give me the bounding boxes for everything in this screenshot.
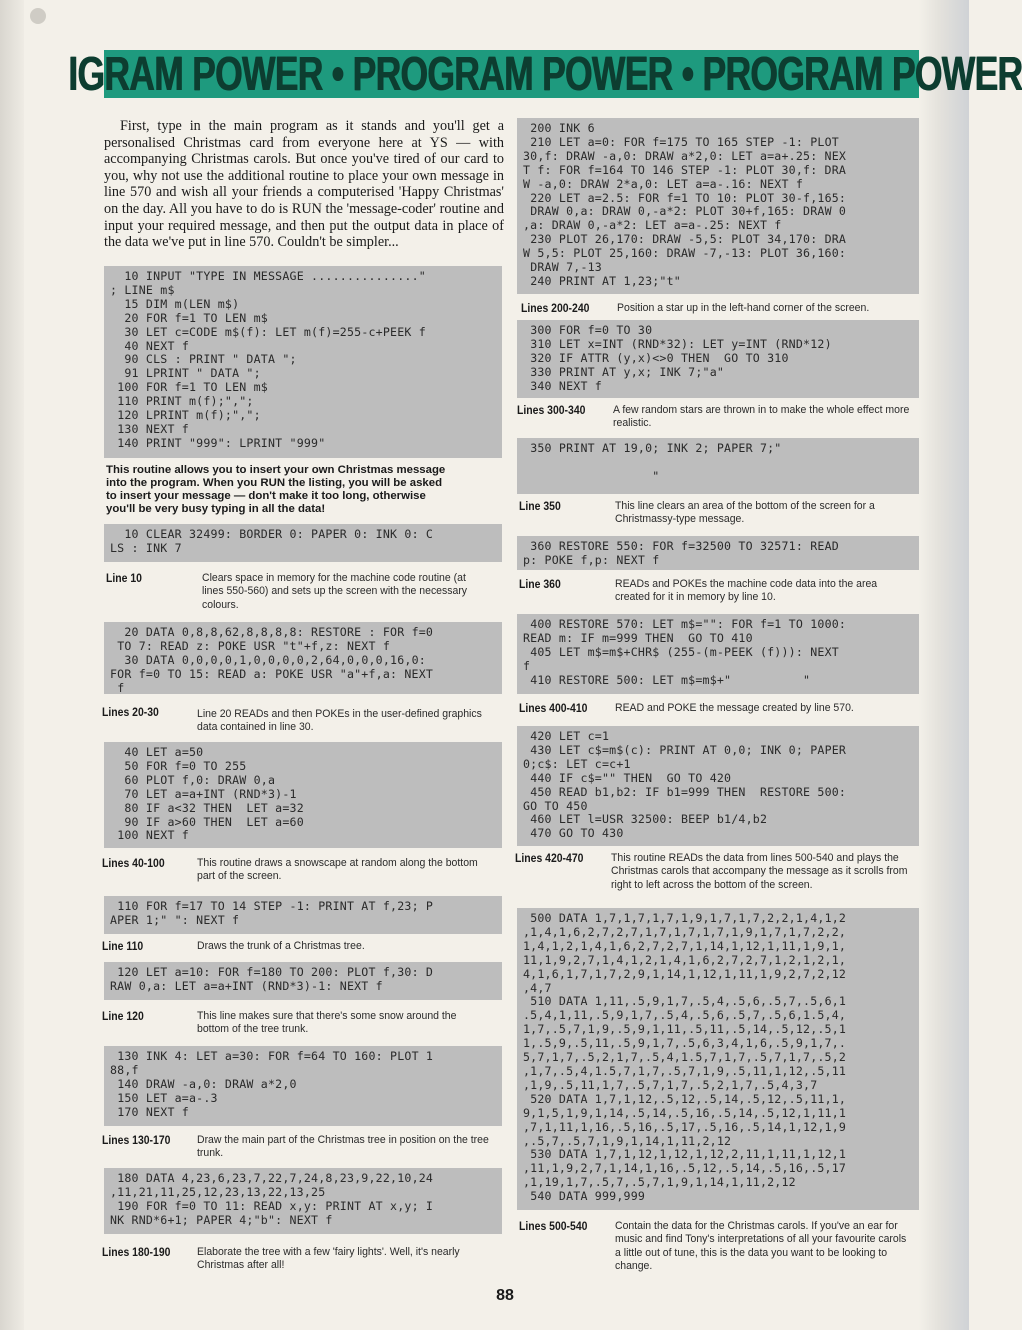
desc-line-10: Clears space in memory for the machine code routine (at lines 550-560) and sets up the screen with the necessary colours. bbox=[202, 572, 468, 611]
code-lines-500-540: 500 DATA 1,7,1,7,1,7,1,9,1,7,1,7,2,2,1,4,1,2 ,1,4,1,6,2,7,2,7,1,7,1,7,1,7,1,9,1,7,1,7,2,2, 1,4,1,2,1,4,1,6,2,7,2,7,1,14,1,12,1,11,1,9,1, 11,1,9,2,7,1,4,1,2,1,4,1,6,2,7,2,7,1,2,1,2,1, 4,1,6,1,7,1,7,2,9,1,14,1,12,1,11,1,9,2,7,2,12 ,4,7 510 DATA 1,11,.5,9,1,7,.5,4,.5,6,.5,7,.5,6,1 .5,4,1,11,.5,9,1,7,.5,4,.5,6,.5,7,.5,6,1.5,4, 1,7,.5,7,1,9,.5,9,1,11,.5,11,.5,14,.5,12,.5,1 1,.5,9,.5,11,.5,9,1,7,.5,6,3,4,1,6,.5,9,1,7,. 5,7,1,7,.5,2,1,7,.5,4,1.5,7,1,7,.5,7,1,7,.5,2 ,1,7,.5,4,1.5,7,1,7,.5,7,1,9,.5,11,1,12,.5,11 ,1,9,.5,11,1,7,.5,7,1,7,.5,2,1,7,.5,4,3,7 520 DATA 1,7,1,12,.5,12,.5,14,.5,12,.5,11,1, 9,1,5,1,9,1,14,.5,14,.5,16,.5,14,.5,12,1,11,1 ,7,1,11,1,16,.5,16,.5,17,.5,16,.5,14,1,12,1,9 ,.5,7,.5,7,1,9,1,14,1,11,2,12 530 DATA 1,7,1,12,1,12,1,12,2,11,1,11,1,12,1 ,11,1,9,2,7,1,14,1,16,.5,12,.5,14,.5,16,.5,17 ,1,19,1,7,.5,7,.5,7,1,9,1,14,1,11,2,12 540 DATA 999,999 bbox=[517, 908, 919, 1210]
label-lines-130-170: Lines 130-170 bbox=[102, 1134, 171, 1147]
intro-paragraph: First, type in the main program as it stands and you'll get a personalised Christmas card from everyone here at YS — with accompanying Christmas carols. But once you've tired of our card to you, why not use the additional routine to place your own message in line 570 and wish all your friends a computerised 'Happy Christmas' on the day. All you have to do is RUN the 'message-coder' routine and input your required message, and then put the output data in place of the data we've put in line 570. Couldn't be simpler... bbox=[104, 118, 504, 251]
code-lines-300-340: 300 FOR f=0 TO 30 310 LET x=INT (RND*32): LET y=INT (RND*12) 320 IF ATTR (y,x)<>0 THEN GO TO 310 330 PRINT AT y,x; INK 7;"a" 340 NEXT f bbox=[517, 320, 919, 398]
label-line-10: Line 10 bbox=[106, 572, 142, 585]
label-line-120: Line 120 bbox=[102, 1010, 144, 1023]
label-lines-400-410: Lines 400-410 bbox=[519, 702, 588, 715]
label-line-110: Line 110 bbox=[102, 940, 144, 953]
code-listing-coder: 10 INPUT "TYPE IN MESSAGE ..............." ; LINE m$ 15 DIM m(LEN m$) 20 FOR f=1 TO LEN m$ 30 LET c=CODE m$(f): LET m(f)=255-c+PEEK f 40 NEXT f 90 CLS : PRINT " DATA "; 91 LPRINT " DATA "; 100 FOR f=1 TO LEN m$ 110 PRINT m(f);","; 120 LPRINT m(f);","; 130 NEXT f 140 PRINT "999": LPRINT "999" bbox=[104, 266, 502, 458]
label-lines-20-30: Lines 20-30 bbox=[102, 706, 159, 719]
banner-text: IGRAM POWER • PROGRAM POWER • PROGRAM POWER bbox=[68, 48, 1022, 101]
desc-line-350: This line clears an area of the bottom of the screen for a Christmassy-type message. bbox=[615, 500, 875, 526]
desc-line-360: READs and POKEs the machine code data into the area created for it in memory by line 10. bbox=[615, 578, 878, 604]
code-lines-180-190: 180 DATA 4,23,6,23,7,22,7,24,8,23,9,22,10,24 ,11,21,11,25,12,23,13,22,13,25 190 FOR f=0 TO 11: READ x,y: PRINT AT x,y; I NK RND*6+1; PAPER 4;"b": NEXT f bbox=[104, 1168, 502, 1234]
desc-line-120: This line makes sure that there's some snow around the bottom of the tree trunk. bbox=[197, 1010, 457, 1036]
page-number: 88 bbox=[496, 1287, 514, 1304]
desc-lines-500-540: Contain the data for the Christmas carols. If you've an ear for music and find Tony's interpretations of all your favourite carols a little out of tune, this is the data you want to be looking to change. bbox=[615, 1220, 907, 1273]
code-line-360: 360 RESTORE 550: FOR f=32500 TO 32571: READ p: POKE f,p: NEXT f bbox=[517, 536, 919, 570]
desc-lines-20-30: Line 20 READs and then POKEs in the user-defined graphics data contained in line 30. bbox=[197, 708, 482, 734]
desc-lines-300-340: A few random stars are thrown in to make the whole effect more realistic. bbox=[613, 404, 910, 430]
desc-lines-400-410: READ and POKE the message created by line 570. bbox=[615, 702, 854, 714]
label-lines-180-190: Lines 180-190 bbox=[102, 1246, 171, 1259]
code-lines-200-240: 200 INK 6 210 LET a=0: FOR f=175 TO 165 STEP -1: PLOT 30,f: DRAW -a,0: DRAW a*2,0: LET a=a+.25: NEX T f: FOR f=164 TO 146 STEP -1: PLOT 30,f: DRA W -a,0: DRAW 2*a,0: LET a=a-.16: NEXT f 220 LET a=2.5: FOR f=1 TO 10: PLOT 30-f,165: DRAW 0,a: DRAW 0,-a*2: PLOT 30+f,165: DRAW 0 ,a: DRAW 0,-a*2: LET a=a-.25: NEXT f 230 PLOT 26,170: DRAW -5,5: PLOT 34,170: DRA W 5,5: PLOT 25,160: DRAW -7,-13: PLOT 36,160: DRAW 7,-13 240 PRINT AT 1,23;"t" bbox=[517, 118, 919, 294]
coder-caption: This routine allows you to insert your own Christmas message into the program. When you RUN the listing, you will be asked to insert your message — don't make it too long, otherwise you'll be very busy typing in all the data! bbox=[106, 464, 446, 515]
code-line-120: 120 LET a=10: FOR f=180 TO 200: PLOT f,30: D RAW 0,a: LET a=a+INT (RND*3)-1: NEXT f bbox=[104, 962, 502, 1000]
code-lines-20-30: 20 DATA 0,8,8,62,8,8,8,8: RESTORE : FOR f=0 TO 7: READ z: POKE USR "t"+f,z: NEXT f 30 DATA 0,0,0,0,1,0,0,0,0,2,64,0,0,0,16,0: FOR f=0 TO 15: READ a: POKE USR "a"+f,a: NEXT f bbox=[104, 622, 502, 694]
desc-lines-40-100: This routine draws a snowscape at random along the bottom part of the screen. bbox=[197, 857, 478, 883]
label-lines-40-100: Lines 40-100 bbox=[102, 857, 165, 870]
label-line-360: Line 360 bbox=[519, 578, 561, 591]
code-lines-420-470: 420 LET c=1 430 LET c$=m$(c): PRINT AT 0,0; INK 0; PAPER 0;c$: LET c=c+1 440 IF c$="" THEN GO TO 420 450 READ b1,b2: IF b1=999 THEN RESTORE 500: GO TO 450 460 LET l=USR 32500: BEEP b1/4,b2 470 GO TO 430 bbox=[517, 726, 919, 846]
code-lines-400-410: 400 RESTORE 570: LET m$="": FOR f=1 TO 1000: READ m: IF m=999 THEN GO TO 410 405 LET m$=m$+CHR$ (255-(m-PEEK (f))): NEXT f 410 RESTORE 500: LET m$=m$+" " bbox=[517, 614, 919, 694]
code-lines-130-170: 130 INK 4: LET a=30: FOR f=64 TO 160: PLOT 1 88,f 140 DRAW -a,0: DRAW a*2,0 150 LET a=a-.3 170 NEXT f bbox=[104, 1046, 502, 1126]
label-lines-500-540: Lines 500-540 bbox=[519, 1220, 588, 1233]
page-gutter bbox=[0, 0, 24, 1330]
code-line-110: 110 FOR f=17 TO 14 STEP -1: PRINT AT f,23; P APER 1;" ": NEXT f bbox=[104, 896, 502, 934]
desc-lines-200-240: Position a star up in the left-hand corner of the screen. bbox=[617, 302, 870, 314]
section-banner bbox=[68, 48, 1022, 101]
page-edge bbox=[919, 0, 969, 1330]
punch-hole bbox=[30, 8, 46, 24]
code-line-350: 350 PRINT AT 19,0; INK 2; PAPER 7;" " bbox=[517, 438, 919, 494]
desc-lines-420-470: This routine READs the data from lines 500-540 and plays the Christmas carols that accompany the message as it scrolls from right to left across the bottom of the screen. bbox=[611, 852, 908, 891]
code-lines-40-100: 40 LET a=50 50 FOR f=0 TO 255 60 PLOT f,0: DRAW 0,a 70 LET a=a+INT (RND*3)-1 80 IF a<32 THEN LET a=32 90 IF a>60 THEN LET a=60 100 NEXT f bbox=[104, 742, 502, 848]
label-line-350: Line 350 bbox=[519, 500, 561, 513]
desc-lines-130-170: Draw the main part of the Christmas tree in position on the tree trunk. bbox=[197, 1134, 489, 1160]
label-lines-200-240: Lines 200-240 bbox=[521, 302, 590, 315]
desc-line-110: Draws the trunk of a Christmas tree. bbox=[197, 940, 365, 952]
label-lines-420-470: Lines 420-470 bbox=[515, 852, 584, 865]
label-lines-300-340: Lines 300-340 bbox=[517, 404, 586, 417]
code-line-10: 10 CLEAR 32499: BORDER 0: PAPER 0: INK 0: C LS : INK 7 bbox=[104, 524, 502, 562]
desc-lines-180-190: Elaborate the tree with a few 'fairy lights'. Well, it's nearly Christmas after all! bbox=[197, 1246, 460, 1272]
